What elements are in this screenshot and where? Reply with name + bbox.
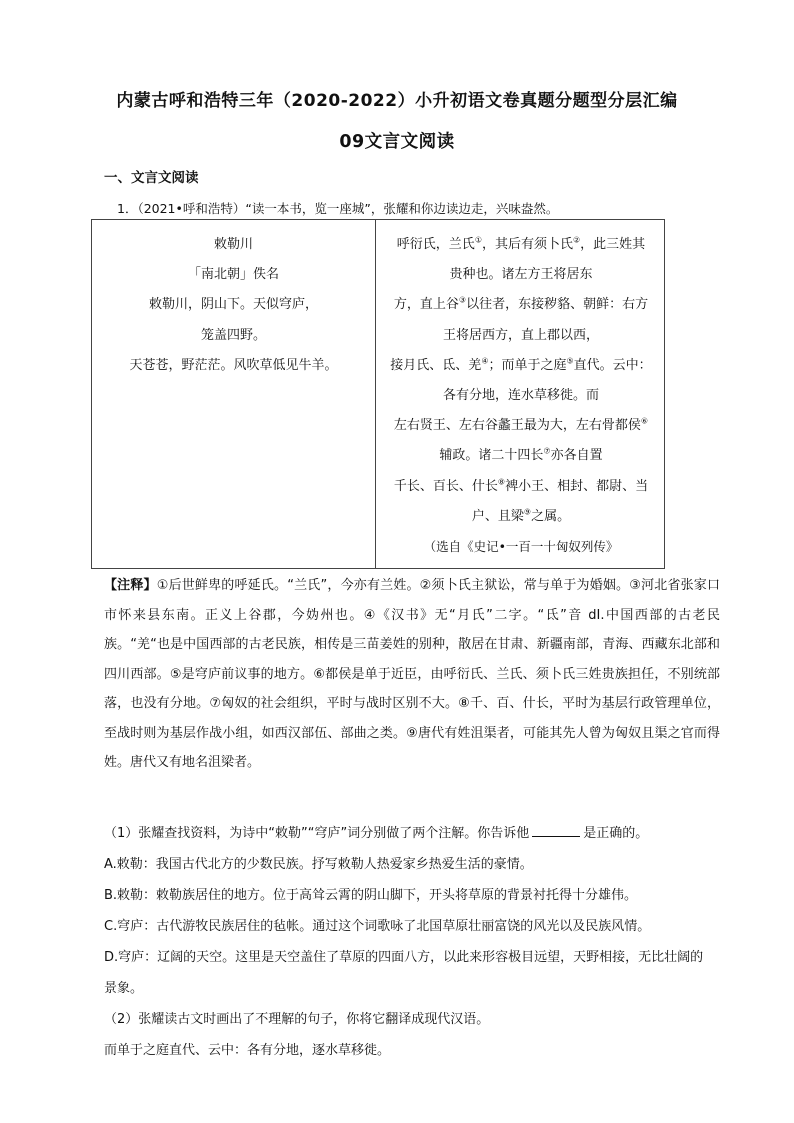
prose-line: 接月氏、氐、羌④；而单于之庭⑤直代。云中： [390,356,652,373]
document-subtitle: 09文言文阅读 [339,132,455,152]
sub-question-2: （2）张耀读古文时画出了不理解的句子，你将它翻译成现代汉语。 [104,1012,490,1027]
sub-question-1: （1）张耀查找资料，为诗中“敕勒”“穹庐”词分别做了两个注解。你告诉他 是正确的。 [104,826,649,841]
section-heading: 一、文言文阅读 [104,170,199,186]
option-d: D.穹庐：辽阔的天空。这里是天空盖住了草原的四面八方，以此来形容极目远望，天野相接，无比壮阔的 [104,950,704,965]
document-title: 内蒙古呼和浩特三年（2020-2022）小升初语文卷真题分题型分层汇编 [116,91,678,111]
option-c: C.穹庐：古代游牧民族居住的毡帐。通过这个词歌咏了北国草原壮丽富饶的风光以及民族风情。 [104,919,651,934]
prose-line: 王将居西方，直上郡以西， [442,327,599,343]
annotations-text: ①后世鲜卑的呼延氏。“兰氏”，今亦有兰姓。②须卜氏主狱讼，常与单于为婚姻。③河北省张家口市怀来县东南。正义上谷郡，今妫州也。④《汉书》无“月氏”二字。“氐”音 dI.中国西部的古老民族。“羌“也是中国西部的古老民族，相传是三苗姜姓的别种，散居在甘肃、新疆南部，青海、西藏东北部和四川西部。⑤是穹庐前议事的地方。⑥都侯是单于近臣，由呼衍氏、兰氏、须卜氏三姓贵族担任，不别统部落，也没有分地。⑦匈奴的社会组织，平时与战时区别不大。⑧千、百、什长，平时为基层行政管理单位，至战时则为基层作战小组，如西汉部伍、部曲之类。⑨唐代有姓沮渠者，可能其先人曾为匈奴且渠之官而得姓。唐代又有地名沮梁者。 [104,578,720,770]
prose-line: 呼衍氏，兰氏①，其后有须卜氏②，此三姓其 [396,235,646,252]
prose-line: 辅政。诸二十四长⑦亦各自置 [439,447,603,464]
question-intro: 1．（2021•呼和浩特）“读一本书，览一座城”，张耀和你边读边走，兴味盎然。 [117,201,559,216]
poem-author: 「南北朝」佚名 [187,267,279,283]
prose-source: （选自《史记•一百一十匈奴列传》 [423,539,619,555]
prose-line: 千长、百长、什长⑧裨小王、相封、都尉、当 [393,477,649,494]
option-d-continued: 景象。 [104,981,144,996]
option-a: A.敕勒：我国古代北方的少数民族。抒写敕勒人热爱家乡热爱生活的豪情。 [104,857,533,872]
poem-title: 敕勒川 [213,237,253,252]
prose-line: 各有分地，连水草移徙。而 [442,388,599,404]
prose-line: 贵种也。诸左方王将居东 [449,267,593,283]
poem-line: 天苍苍，野茫茫。风吹草低见牛羊。 [129,357,338,373]
prose-column [378,230,664,562]
sentence-to-translate: 而单于之庭直代、云中：各有分地，逐水草移徙。 [104,1043,391,1058]
answer-blank[interactable] [532,824,580,837]
prose-line: 户、且梁⑨之属。 [471,507,571,524]
annotations [104,571,720,778]
prose-line: 左右贤王、左右谷蠡王最为大，左右骨都侯⑥ [393,416,649,434]
poem-column [92,230,375,381]
poem-line: 敕勒川，阴山下。天似穹庐， [148,297,318,313]
prose-line: 方，直上谷③以往者，东接秽貉、朝鲜：右方 [393,296,649,313]
annotations-heading: 【注释】 [104,578,157,593]
option-b: B.敕勒：敕勒族居住的地方。位于高耸云霄的阴山脚下，开头将草原的背景衬托得十分雄伟。 [104,888,638,903]
text-table [91,219,665,569]
table-divider [375,220,376,568]
poem-line: 笼盖四野。 [200,327,266,343]
